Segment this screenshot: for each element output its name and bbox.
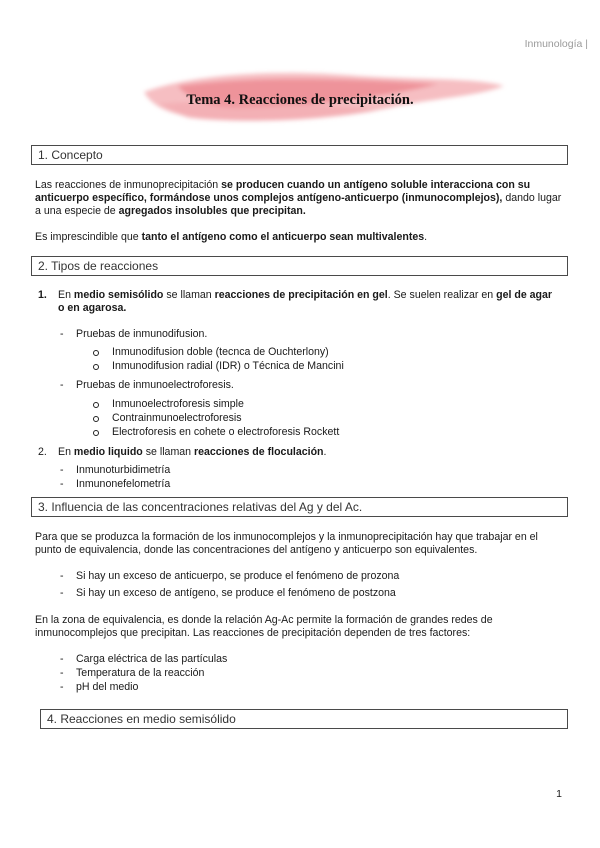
list-item: Inmunodifusion radial (IDR) o Técnica de Mancini bbox=[112, 360, 344, 372]
influencia-paragraph-2: En la zona de equivalencia, es donde la relación Ag-Ac permite la formación de grandes redes de inmunocomplejos que precipitan. Las reacciones de precipitación dependen de tres factores: bbox=[35, 614, 493, 640]
list-item: Inmunoturbidimetría bbox=[76, 464, 171, 476]
list-item: pH del medio bbox=[76, 681, 139, 693]
page-title: Tema 4. Reacciones de precipitación. bbox=[186, 92, 414, 108]
list-item: Contrainmunoelectroforesis bbox=[112, 412, 242, 424]
circle-bullet-icon bbox=[93, 402, 99, 408]
list-item: Temperatura de la reacción bbox=[76, 667, 205, 679]
dash-marker: - bbox=[60, 681, 64, 693]
list-item: Carga eléctrica de las partículas bbox=[76, 653, 228, 665]
list-number-1: 1. bbox=[38, 289, 47, 301]
tipo-semisolido: En medio semisólido se llaman reacciones de precipitación en gel. Se suelen realizar en gel de agar o en agarosa. bbox=[58, 289, 553, 315]
circle-bullet-icon bbox=[93, 430, 99, 436]
circle-bullet-icon bbox=[93, 350, 99, 356]
list-item: Si hay un exceso de antígeno, se produce el fenómeno de postzona bbox=[76, 587, 396, 599]
circle-bullet-icon bbox=[93, 364, 99, 370]
dash-marker: - bbox=[60, 570, 64, 582]
concepto-paragraph-1: Las reacciones de inmunoprecipitación se producen cuando un antígeno soluble interacciona con su anticuerpo específico, formándose unos complejos antígeno-anticuerpo (inmunocomplejos), dando lugar a una especie de agregados insolubles que precipitan. bbox=[35, 179, 562, 218]
dash-marker: - bbox=[60, 379, 64, 391]
list-item: Inmunonefelometría bbox=[76, 478, 171, 490]
influencia-paragraph-1: Para que se produzca la formación de los inmunocomplejos y la inmunoprecipitación hay que trabajar en el punto de equivalencia, donde las concentraciones del antígeno y anticuerpo son equivalentes. bbox=[35, 531, 538, 557]
dash-marker: - bbox=[60, 328, 64, 340]
running-header: Inmunología | bbox=[524, 38, 588, 50]
list-item: Inmunoelectroforesis simple bbox=[112, 398, 244, 410]
dash-marker: - bbox=[60, 587, 64, 599]
section-heading-concepto: 1. Concepto bbox=[31, 145, 568, 165]
tipo-liquido: En medio liquido se llaman reacciones de floculación. bbox=[58, 446, 327, 458]
dash-marker: - bbox=[60, 667, 64, 679]
inmunodifusion-label: Pruebas de inmunodifusion. bbox=[76, 328, 208, 340]
dash-marker: - bbox=[60, 478, 64, 490]
concepto-paragraph-2: Es imprescindible que tanto el antígeno como el anticuerpo sean multivalentes. bbox=[35, 231, 428, 243]
dash-marker: - bbox=[60, 464, 64, 476]
section-heading-tipos: 2. Tipos de reacciones bbox=[31, 256, 568, 276]
list-item: Electroforesis en cohete o electroforesis Rockett bbox=[112, 426, 340, 438]
inmunoelectro-label: Pruebas de inmunoelectroforesis. bbox=[76, 379, 234, 391]
list-item: Si hay un exceso de anticuerpo, se produce el fenómeno de prozona bbox=[76, 570, 400, 582]
section-heading-influencia: 3. Influencia de las concentraciones relativas del Ag y del Ac. bbox=[31, 497, 568, 517]
list-item: Inmunodifusion doble (tecnca de Ouchterlony) bbox=[112, 346, 329, 358]
list-number-2: 2. bbox=[38, 446, 47, 458]
page-number: 1 bbox=[556, 788, 562, 800]
dash-marker: - bbox=[60, 653, 64, 665]
circle-bullet-icon bbox=[93, 416, 99, 422]
section-heading-semisolido: 4. Reacciones en medio semisólido bbox=[40, 709, 568, 729]
